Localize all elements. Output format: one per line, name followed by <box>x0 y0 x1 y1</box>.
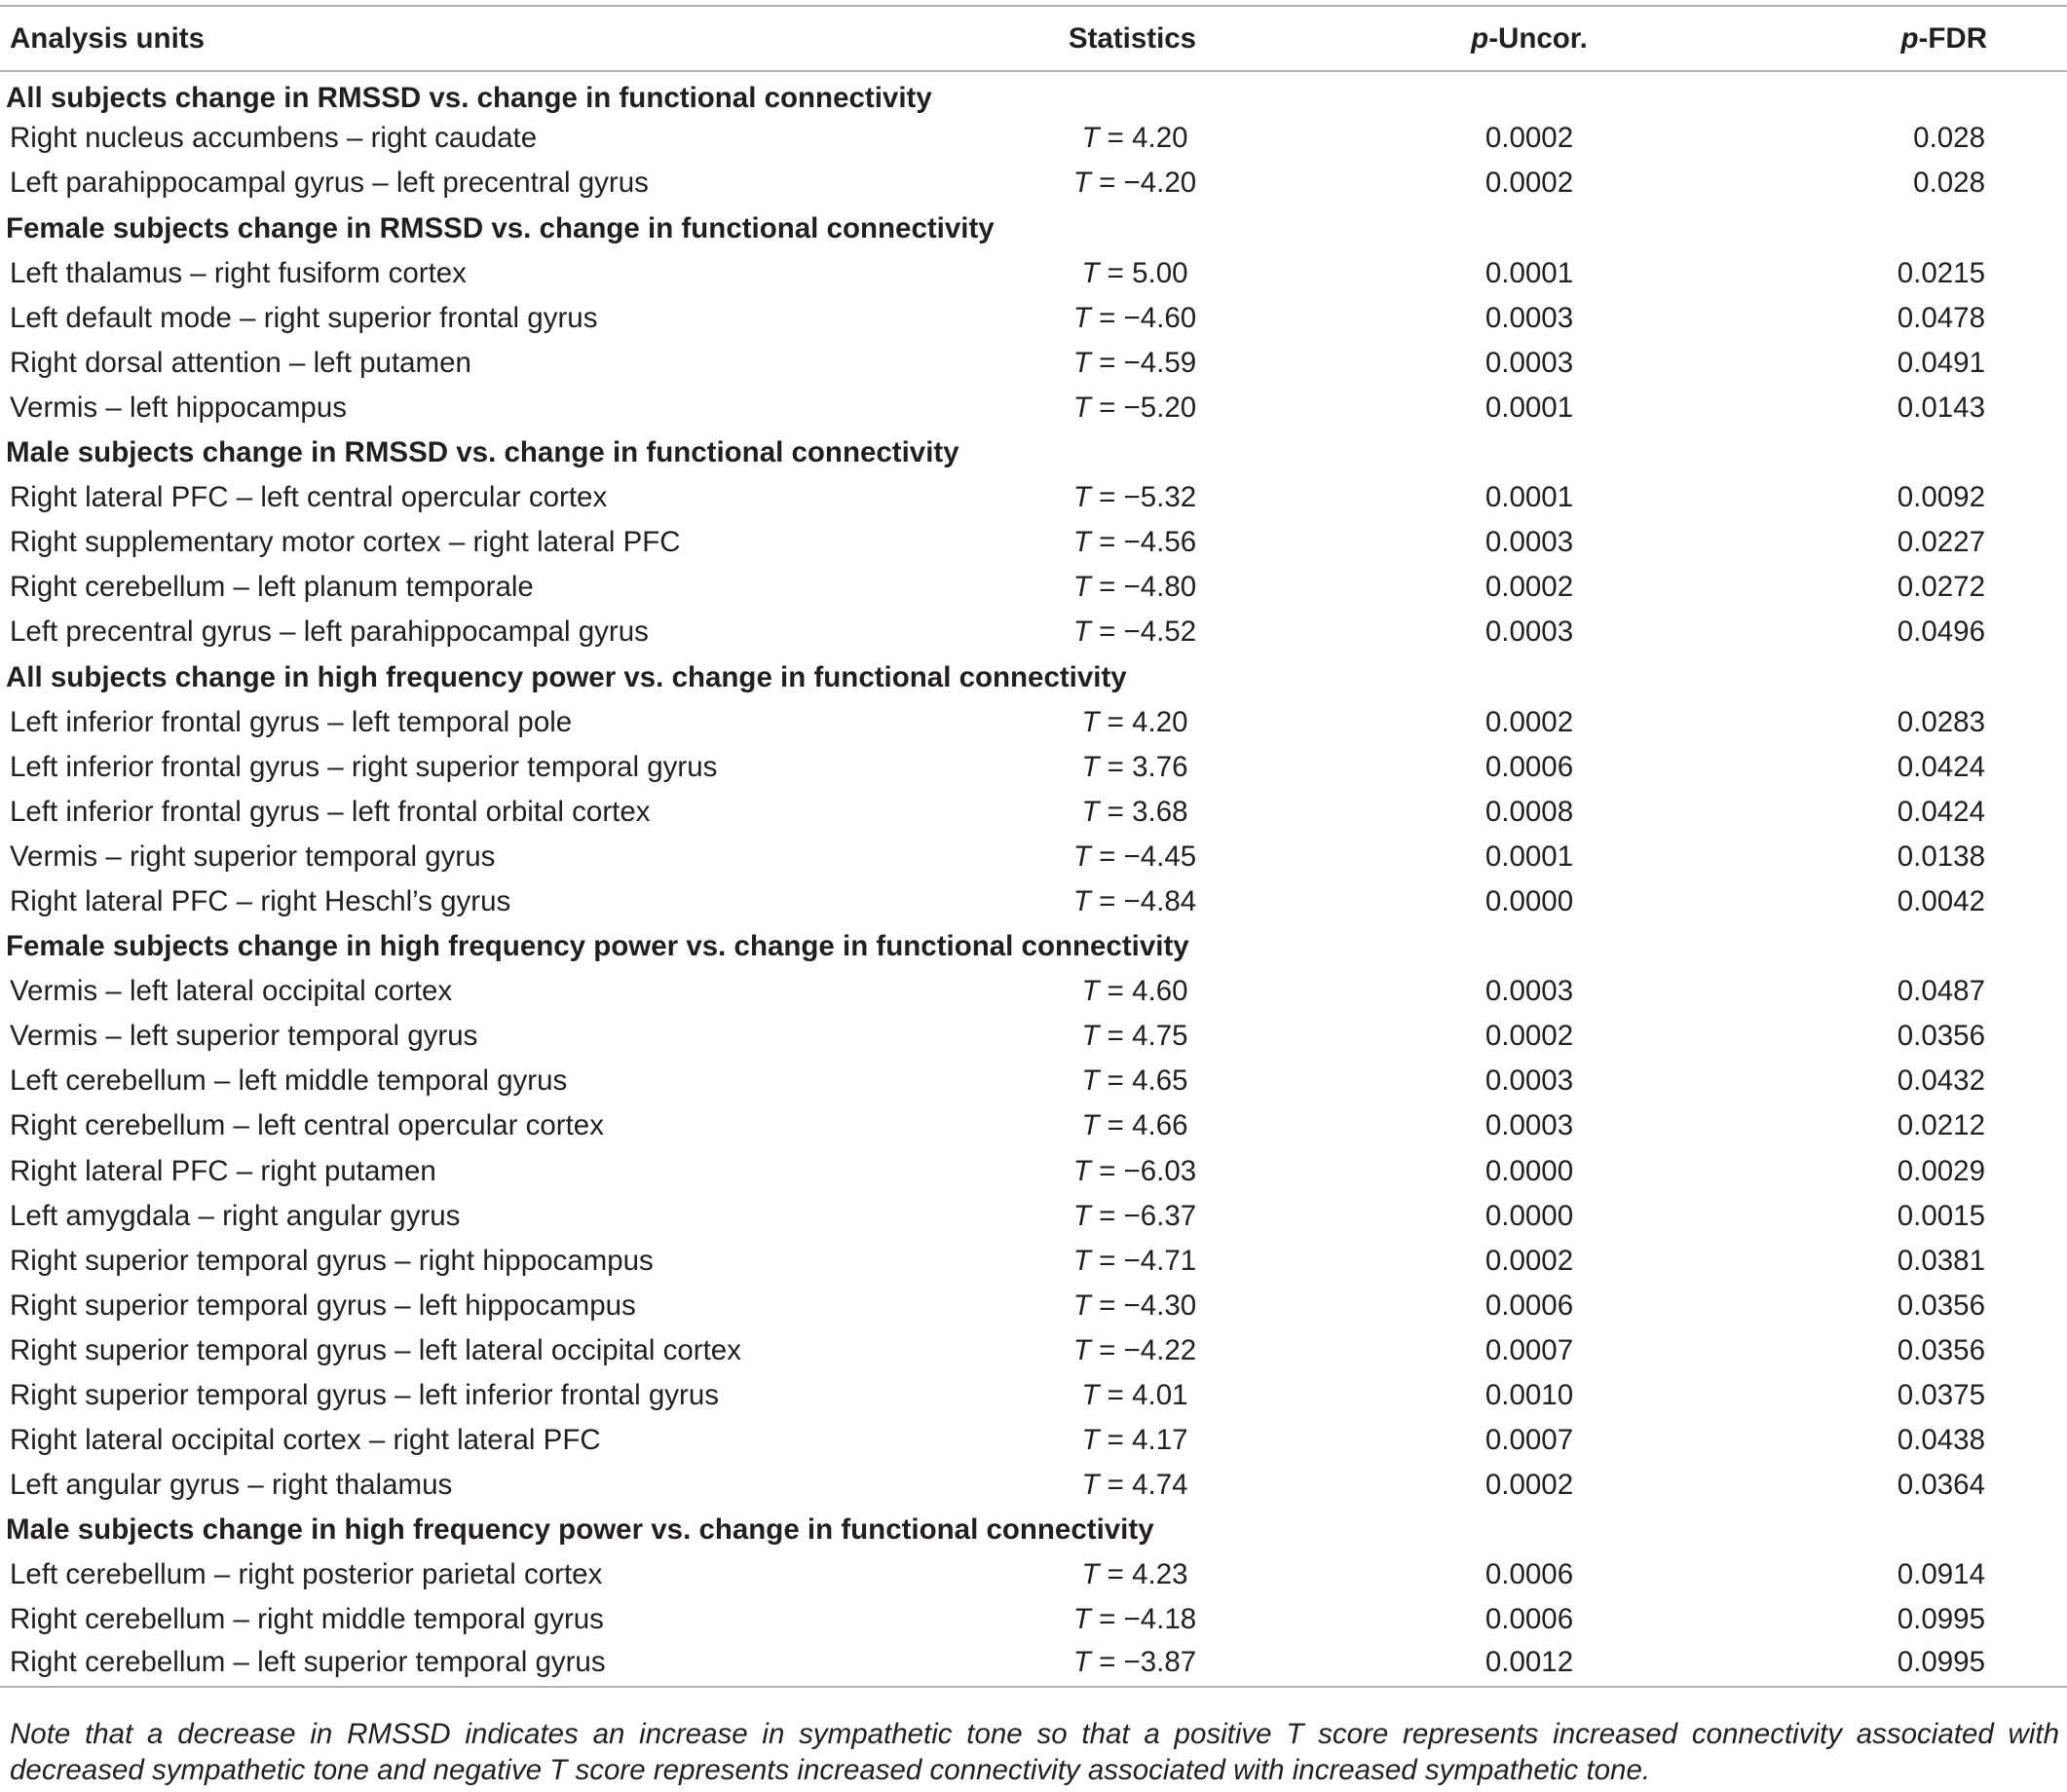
cell-p-fdr: 0.0381 <box>1897 1244 1985 1277</box>
table-row <box>0 835 2067 879</box>
stat-symbol: T <box>1072 526 1091 559</box>
cell-p-fdr: 0.028 <box>1913 122 1985 155</box>
stat-symbol: T <box>1072 391 1091 424</box>
cell-analysis-unit: Right cerebellum – right middle temporal gyrus <box>10 1603 604 1636</box>
cell-analysis-unit: Left angular gyrus – right thalamus <box>10 1469 453 1502</box>
cell-p-uncor: 0.0008 <box>1484 795 1574 828</box>
stat-value: = 4.66 <box>1099 1109 1188 1142</box>
stat-value: = 4.75 <box>1099 1020 1188 1053</box>
cell-analysis-unit: Right dorsal attention – left putamen <box>10 346 471 379</box>
cell-p-uncor: 0.0002 <box>1484 705 1574 738</box>
cell-p-fdr: 0.0424 <box>1897 795 1985 828</box>
cell-analysis-unit: Left thalamus – right fusiform cortex <box>10 256 467 289</box>
stat-value: = −4.45 <box>1090 840 1197 873</box>
table-row <box>0 1463 2067 1508</box>
cell-p-fdr: 0.0356 <box>1897 1288 1985 1322</box>
cell-statistic <box>808 250 1315 295</box>
cell-p-fdr: 0.0914 <box>1897 1558 1985 1591</box>
section-header-row <box>0 71 2067 116</box>
stat-value: = −4.84 <box>1090 884 1197 917</box>
stat-symbol: T <box>1072 616 1091 649</box>
cell-p-uncor: 0.0003 <box>1484 346 1574 379</box>
table-row <box>0 1103 2067 1148</box>
stat-value: = −4.18 <box>1090 1603 1197 1636</box>
cell-p-uncor: 0.0001 <box>1484 481 1574 514</box>
section-title: All subjects change in high frequency power vs. change in functional connectivity <box>6 660 1127 693</box>
header-p-fdr <box>1685 6 2067 71</box>
section-header-row <box>0 1508 2067 1552</box>
cell-p-uncor: 0.0003 <box>1484 616 1574 649</box>
cell-statistic <box>808 520 1315 565</box>
cell-p-fdr: 0.0364 <box>1897 1469 1985 1502</box>
stat-value: = −6.03 <box>1090 1154 1197 1187</box>
table-row <box>0 1148 2067 1193</box>
section-title: Male subjects change in high frequency power vs. change in functional connectivity <box>6 1513 1154 1547</box>
cell-analysis-unit: Left default mode – right superior frontal gyrus <box>10 301 598 334</box>
table-row <box>0 790 2067 835</box>
stat-symbol: T <box>1081 705 1100 738</box>
cell-analysis-unit: Left parahippocampal gyrus – left precentral gyrus <box>10 167 649 200</box>
table-row <box>0 475 2067 520</box>
cell-statistic <box>808 565 1315 610</box>
table-row <box>0 1552 2067 1597</box>
cell-p-fdr: 0.0092 <box>1897 481 1985 514</box>
cell-analysis-unit: Right cerebellum – left central opercular cortex <box>10 1109 604 1142</box>
cell-p-uncor: 0.0001 <box>1484 391 1574 424</box>
cell-p-uncor: 0.0006 <box>1484 1603 1574 1636</box>
cell-p-uncor: 0.0001 <box>1484 840 1574 873</box>
cell-analysis-unit: Vermis – left superior temporal gyrus <box>10 1020 478 1053</box>
section-header-row <box>0 205 2067 250</box>
cell-p-fdr: 0.0143 <box>1897 391 1985 424</box>
cell-analysis-unit: Left inferior frontal gyrus – left temporal pole <box>10 705 573 738</box>
cell-p-fdr: 0.0015 <box>1897 1199 1985 1232</box>
stat-value: = 4.65 <box>1099 1064 1188 1098</box>
cell-analysis-unit: Right lateral occipital cortex – right lateral PFC <box>10 1424 601 1457</box>
table-row <box>0 250 2067 295</box>
cell-analysis-unit: Right supplementary motor cortex – right lateral PFC <box>10 526 681 559</box>
header-p-fdr-p: p <box>1900 21 1919 55</box>
cell-p-fdr: 0.0496 <box>1897 616 1985 649</box>
table-row <box>0 295 2067 340</box>
stat-symbol: T <box>1072 1333 1091 1366</box>
cell-analysis-unit: Right superior temporal gyrus – left hippocampus <box>10 1288 636 1322</box>
cell-p-fdr: 0.0432 <box>1897 1064 1985 1098</box>
header-p-fdr-label: -FDR <box>1918 21 1987 55</box>
stat-symbol: T <box>1072 1244 1091 1277</box>
table-row <box>0 969 2067 1014</box>
table-row <box>0 1373 2067 1418</box>
cell-p-fdr: 0.0424 <box>1897 750 1985 783</box>
cell-p-fdr: 0.0375 <box>1897 1379 1985 1412</box>
stat-symbol: T <box>1081 1064 1100 1098</box>
cell-analysis-unit: Left cerebellum – right posterior parietal cortex <box>10 1558 603 1591</box>
cell-statistic <box>808 1418 1315 1463</box>
cell-p-uncor: 0.0012 <box>1315 1642 1685 1687</box>
cell-p-uncor: 0.0010 <box>1484 1379 1574 1412</box>
cell-analysis-unit: Right cerebellum – left superior temporal gyrus <box>0 1642 808 1687</box>
stat-symbol: T <box>1072 1154 1091 1187</box>
cell-statistic <box>808 341 1315 386</box>
table-row <box>0 161 2067 205</box>
section-header-row <box>0 924 2067 969</box>
cell-p-fdr: 0.0029 <box>1897 1154 1985 1187</box>
stat-value: = 4.20 <box>1099 705 1188 738</box>
table-body <box>0 71 2067 1687</box>
cell-analysis-unit: Right lateral PFC – right Heschl’s gyrus <box>10 884 511 917</box>
stat-value: = −4.60 <box>1090 301 1197 334</box>
stat-value: = −4.80 <box>1090 571 1197 604</box>
stat-symbol: T <box>1081 750 1100 783</box>
stat-symbol: T <box>1081 795 1100 828</box>
stat-symbol: T <box>1081 975 1100 1008</box>
cell-p-fdr: 0.0227 <box>1897 526 1985 559</box>
cell-analysis-unit: Left cerebellum – left middle temporal gyrus <box>10 1064 568 1098</box>
table-row <box>0 1328 2067 1373</box>
cell-statistic <box>808 744 1315 789</box>
cell-p-fdr: 0.0283 <box>1897 705 1985 738</box>
stat-value: = 4.01 <box>1099 1379 1188 1412</box>
stat-value: = −4.56 <box>1090 526 1197 559</box>
section-header-row <box>0 654 2067 699</box>
cell-statistic <box>808 386 1315 430</box>
table-row <box>0 1597 2067 1642</box>
cell-p-uncor: 0.0006 <box>1484 1558 1574 1591</box>
cell-analysis-unit: Vermis – right superior temporal gyrus <box>10 840 496 873</box>
cell-statistic <box>808 1103 1315 1148</box>
header-analysis-units: Analysis units <box>0 6 808 71</box>
section-header-row <box>0 430 2067 475</box>
cell-analysis-unit: Right nucleus accumbens – right caudate <box>10 122 538 155</box>
cell-statistic <box>808 1463 1315 1508</box>
header-p-uncor <box>1315 6 1685 71</box>
stat-symbol: T <box>1072 1646 1091 1679</box>
cell-statistic <box>808 1642 1315 1687</box>
cell-p-fdr: 0.028 <box>1913 167 1985 200</box>
table-row <box>0 1418 2067 1463</box>
cell-p-uncor: 0.0000 <box>1484 1154 1574 1187</box>
cell-statistic <box>808 610 1315 654</box>
stat-symbol: T <box>1072 1603 1091 1636</box>
cell-statistic <box>808 699 1315 744</box>
table-header <box>0 6 2067 71</box>
cell-statistic <box>808 790 1315 835</box>
cell-p-uncor: 0.0003 <box>1484 301 1574 334</box>
cell-statistic <box>808 161 1315 205</box>
stat-value: = −5.32 <box>1090 481 1197 514</box>
table-row <box>0 879 2067 924</box>
cell-p-uncor: 0.0007 <box>1484 1333 1574 1366</box>
cell-p-fdr: 0.0995 <box>1685 1642 2067 1687</box>
stat-value: = −4.59 <box>1090 346 1197 379</box>
stat-value: = 4.23 <box>1099 1558 1188 1591</box>
table-row <box>0 1642 2067 1687</box>
results-table <box>0 5 2067 1688</box>
table-row <box>0 341 2067 386</box>
cell-analysis-unit: Left inferior frontal gyrus – left frontal orbital cortex <box>10 795 651 828</box>
cell-p-fdr: 0.0438 <box>1897 1424 1985 1457</box>
table-row <box>0 1014 2067 1059</box>
cell-statistic <box>808 1284 1315 1328</box>
section-title: Female subjects change in RMSSD vs. change in functional connectivity <box>6 211 995 244</box>
cell-analysis-unit: Vermis – left lateral occipital cortex <box>10 975 453 1008</box>
cell-p-uncor: 0.0000 <box>1484 884 1574 917</box>
section-title: All subjects change in RMSSD vs. change in functional connectivity <box>6 81 932 114</box>
stat-symbol: T <box>1081 1020 1100 1053</box>
cell-statistic <box>808 1193 1315 1238</box>
cell-statistic <box>808 969 1315 1014</box>
cell-p-fdr: 0.0215 <box>1897 256 1985 289</box>
cell-p-fdr: 0.0042 <box>1897 884 1985 917</box>
table-row <box>0 1193 2067 1238</box>
header-p-uncor-label: -Uncor. <box>1488 21 1588 55</box>
stat-symbol: T <box>1072 1199 1091 1232</box>
table-row <box>0 610 2067 654</box>
cell-p-uncor: 0.0002 <box>1484 167 1574 200</box>
stat-symbol: T <box>1081 256 1100 289</box>
table-row <box>0 520 2067 565</box>
stat-symbol: T <box>1072 167 1091 200</box>
table-row <box>0 565 2067 610</box>
cell-statistic <box>808 1059 1315 1103</box>
cell-p-fdr: 0.0356 <box>1897 1333 1985 1366</box>
cell-p-uncor: 0.0003 <box>1484 1109 1574 1142</box>
cell-statistic <box>808 475 1315 520</box>
cell-analysis-unit: Right superior temporal gyrus – left inferior frontal gyrus <box>10 1379 719 1412</box>
stat-symbol: T <box>1072 1288 1091 1322</box>
stat-symbol: T <box>1072 884 1091 917</box>
cell-p-fdr: 0.0487 <box>1897 975 1985 1008</box>
cell-p-uncor: 0.0000 <box>1484 1199 1574 1232</box>
stat-value: = −4.22 <box>1090 1333 1197 1366</box>
stat-value: = −6.37 <box>1090 1199 1197 1232</box>
table-row <box>0 116 2067 161</box>
cell-statistic <box>808 1148 1315 1193</box>
table-note: Note that a decrease in RMSSD indicates an increase in sympathetic tone so that a positive T score represents increased connectivity associated with decreased sympathetic tone and negative T score represents increased connectivity associated with increased sympathetic tone. <box>10 1718 2059 1786</box>
cell-p-uncor: 0.0001 <box>1484 256 1574 289</box>
stat-symbol: T <box>1081 1379 1100 1412</box>
stat-value: = −4.30 <box>1090 1288 1197 1322</box>
stat-symbol: T <box>1072 346 1091 379</box>
stat-value: = 3.76 <box>1099 750 1188 783</box>
header-statistics: Statistics <box>808 6 1315 71</box>
cell-analysis-unit: Right superior temporal gyrus – right hippocampus <box>10 1244 654 1277</box>
cell-p-uncor: 0.0003 <box>1484 1064 1574 1098</box>
cell-analysis-unit: Left inferior frontal gyrus – right superior temporal gyrus <box>10 750 718 783</box>
cell-p-fdr: 0.0995 <box>1897 1603 1985 1636</box>
cell-analysis-unit: Left precentral gyrus – left parahippocampal gyrus <box>10 616 649 649</box>
stat-symbol: T <box>1072 571 1091 604</box>
cell-p-fdr: 0.0212 <box>1897 1109 1985 1142</box>
cell-statistic <box>808 1373 1315 1418</box>
stat-symbol: T <box>1081 1109 1100 1142</box>
cell-analysis-unit: Right superior temporal gyrus – left lateral occipital cortex <box>10 1333 741 1366</box>
table-row <box>0 1059 2067 1103</box>
cell-p-uncor: 0.0003 <box>1484 526 1574 559</box>
cell-analysis-unit: Left amygdala – right angular gyrus <box>10 1199 461 1232</box>
cell-statistic <box>808 1014 1315 1059</box>
section-title: Male subjects change in RMSSD vs. change in functional connectivity <box>6 436 959 469</box>
cell-statistic <box>808 1597 1315 1642</box>
cell-p-uncor: 0.0007 <box>1484 1424 1574 1457</box>
stat-value: = −4.52 <box>1090 616 1197 649</box>
cell-p-fdr: 0.0138 <box>1897 840 1985 873</box>
stat-value: = −5.20 <box>1090 391 1197 424</box>
cell-statistic <box>808 879 1315 924</box>
stat-value: = 4.17 <box>1099 1424 1188 1457</box>
table-row <box>0 1238 2067 1283</box>
stat-value: = 4.60 <box>1099 975 1188 1008</box>
cell-p-fdr: 0.0478 <box>1897 301 1985 334</box>
stat-value: = 3.68 <box>1099 795 1188 828</box>
stat-value: = 5.00 <box>1099 256 1188 289</box>
cell-statistic <box>808 1238 1315 1283</box>
stat-value: = −4.20 <box>1090 167 1197 200</box>
table-row <box>0 699 2067 744</box>
cell-statistic <box>808 835 1315 879</box>
stat-symbol: T <box>1072 840 1091 873</box>
cell-p-fdr: 0.0272 <box>1897 571 1985 604</box>
cell-statistic <box>808 1552 1315 1597</box>
table-row <box>0 1284 2067 1328</box>
stat-value: = −3.87 <box>1090 1646 1197 1679</box>
cell-statistic <box>808 295 1315 340</box>
stat-value: = 4.74 <box>1099 1469 1188 1502</box>
table-row <box>0 386 2067 430</box>
cell-analysis-unit: Right lateral PFC – left central opercular cortex <box>10 481 608 514</box>
stat-symbol: T <box>1081 122 1100 155</box>
cell-p-uncor: 0.0002 <box>1484 1244 1574 1277</box>
stat-symbol: T <box>1072 481 1091 514</box>
stat-symbol: T <box>1081 1469 1100 1502</box>
cell-p-uncor: 0.0002 <box>1484 1469 1574 1502</box>
cell-p-fdr: 0.0491 <box>1897 346 1985 379</box>
cell-analysis-unit: Right cerebellum – left planum temporale <box>10 571 534 604</box>
stat-value: = −4.71 <box>1090 1244 1197 1277</box>
cell-p-fdr: 0.0356 <box>1897 1020 1985 1053</box>
cell-analysis-unit: Vermis – left hippocampus <box>10 391 347 424</box>
cell-p-uncor: 0.0002 <box>1484 122 1574 155</box>
stat-value: = 4.20 <box>1099 122 1188 155</box>
cell-p-uncor: 0.0002 <box>1484 571 1574 604</box>
cell-statistic <box>808 116 1315 161</box>
cell-p-uncor: 0.0003 <box>1484 975 1574 1008</box>
stat-symbol: T <box>1072 301 1091 334</box>
section-title: Female subjects change in high frequency power vs. change in functional connectivity <box>6 930 1189 963</box>
cell-p-uncor: 0.0006 <box>1484 750 1574 783</box>
cell-statistic <box>808 1328 1315 1373</box>
table-row <box>0 744 2067 789</box>
header-p-uncor-p: p <box>1471 21 1489 55</box>
stat-symbol: T <box>1081 1558 1100 1591</box>
cell-p-uncor: 0.0002 <box>1484 1020 1574 1053</box>
cell-analysis-unit: Right lateral PFC – right putamen <box>10 1154 436 1187</box>
cell-p-uncor: 0.0006 <box>1484 1288 1574 1322</box>
stat-symbol: T <box>1081 1424 1100 1457</box>
